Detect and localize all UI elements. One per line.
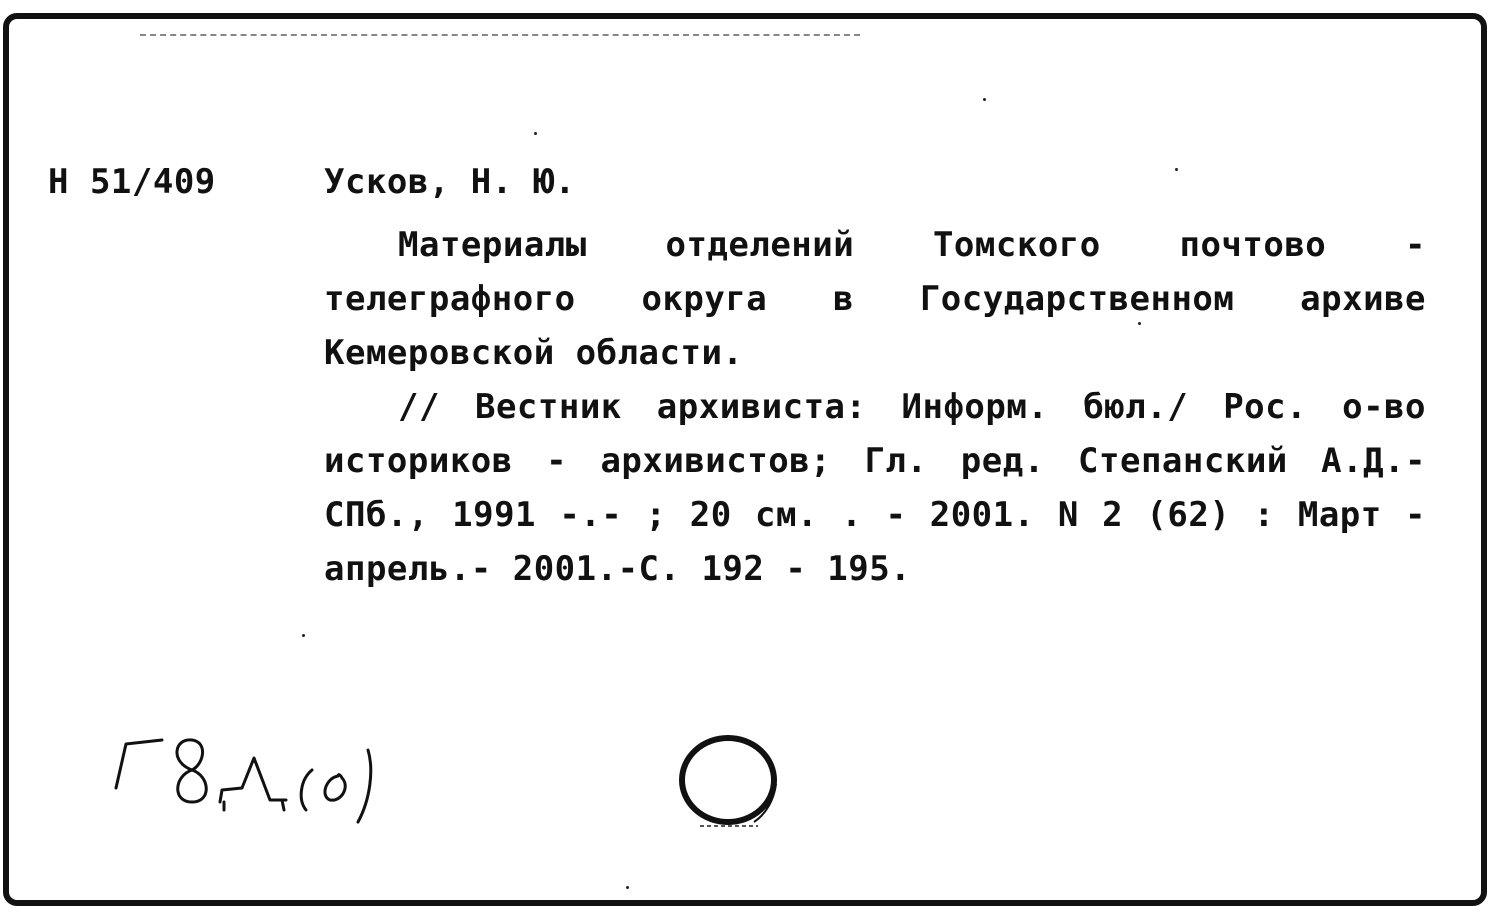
source-paragraph: // Вестник архивиста: Информ. бюл./ Рос. о-во историков - архивистов; Гл. ред. Степанский А.Д.- СПб., 1991 -.- ; 20 см. . - 2001. N 2 (62) : Март - апрель.- 2001.-С. 192 - 195.: [324, 387, 1426, 589]
shelf-mark: Н 51/409: [48, 162, 216, 202]
top-dashed-line: [140, 34, 860, 36]
speck: [534, 132, 537, 135]
bibliographic-body: [324, 218, 1426, 596]
speck: [1175, 168, 1178, 171]
author-heading: Усков, Н. Ю.: [324, 162, 576, 202]
speck: [626, 886, 629, 889]
handwritten-classification-code: [100, 730, 420, 840]
circle-mark: [670, 730, 800, 840]
speck: [302, 634, 305, 637]
speck: [983, 98, 986, 101]
title-paragraph: Материалы отделений Томского почтово - телеграфного округа в Государственном архиве Кемеровской области.: [324, 225, 1426, 373]
